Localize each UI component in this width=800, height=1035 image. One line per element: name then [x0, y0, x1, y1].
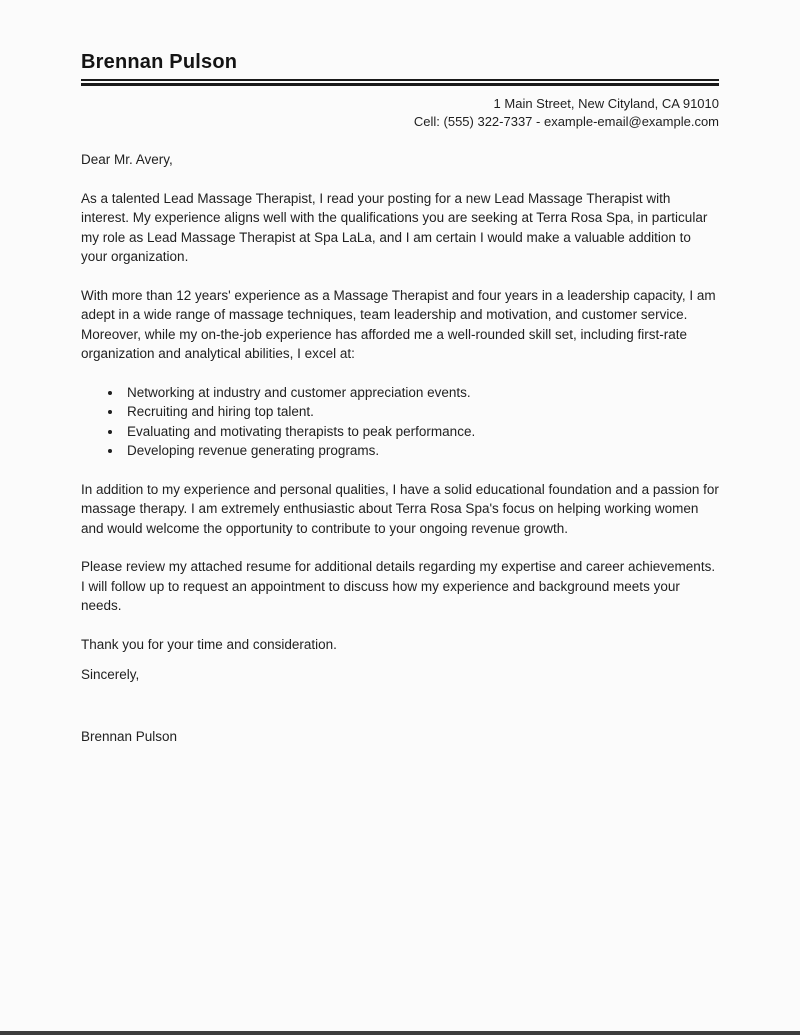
paragraph-experience: With more than 12 years' experience as a Massage Therapist and four years in a leadership capacity, I am adept in a wide range of massage techniques, team leadership and motivation, and customer service. Moreover, while my on-the-job experience has afforded me a well-rounded skill set, including first-rate organization and analytical abilities, I excel at: — [81, 287, 716, 361]
valediction: Sincerely, — [81, 667, 140, 682]
letter-header — [81, 50, 719, 131]
skills-bullet-item: • Recruiting and hiring top talent. — [123, 402, 719, 422]
paragraph-intro: As a talented Lead Massage Therapist, I read your posting for a new Lead Massage Therapist with interest. My experience aligns well with the qualifications you are seeking at Terra Rosa Spa, in particular my role as Lead Massage Therapist at Spa LaLa, and I am certain I would make a valuable addition to your organization. — [81, 190, 708, 264]
paragraph-education: In addition to my experience and personal qualities, I have a solid educational foundation and a passion for massage therapy. I am extremely enthusiastic about Terra Rosa Spa's focus on helping working women and would welcome the opportunity to contribute to your ongoing revenue growth. — [81, 481, 719, 536]
author-name: Brennan Pulson — [81, 51, 238, 73]
paragraph-follow-up: Please review my attached resume for additional details regarding my expertise and career achievements. I will follow up to request an appointment to discuss how my experience and background meets your needs. — [81, 559, 716, 613]
thanks-line: Thank you for your time and consideration. — [81, 636, 337, 652]
page-bottom-edge-bar — [0, 1031, 800, 1035]
contact-line: Cell: (555) 322-7337 - example-email@example.com — [413, 114, 719, 129]
header-double-rule — [81, 79, 719, 86]
skills-bullet-item: • Networking at industry and customer appreciation events. — [123, 383, 719, 403]
skills-bullet-item: • Evaluating and motivating therapists to peak performance. — [123, 422, 719, 442]
skills-bullet-item: • Developing revenue generating programs. — [123, 441, 719, 461]
contact-block — [81, 95, 719, 131]
signature-name: Brennan Pulson — [81, 728, 178, 744]
salutation: Dear Mr. Avery, — [81, 152, 173, 167]
skills-bullet-list — [81, 383, 719, 461]
letter-body — [81, 150, 719, 746]
address-line: 1 Main Street, New Cityland, CA 91010 — [493, 96, 719, 111]
